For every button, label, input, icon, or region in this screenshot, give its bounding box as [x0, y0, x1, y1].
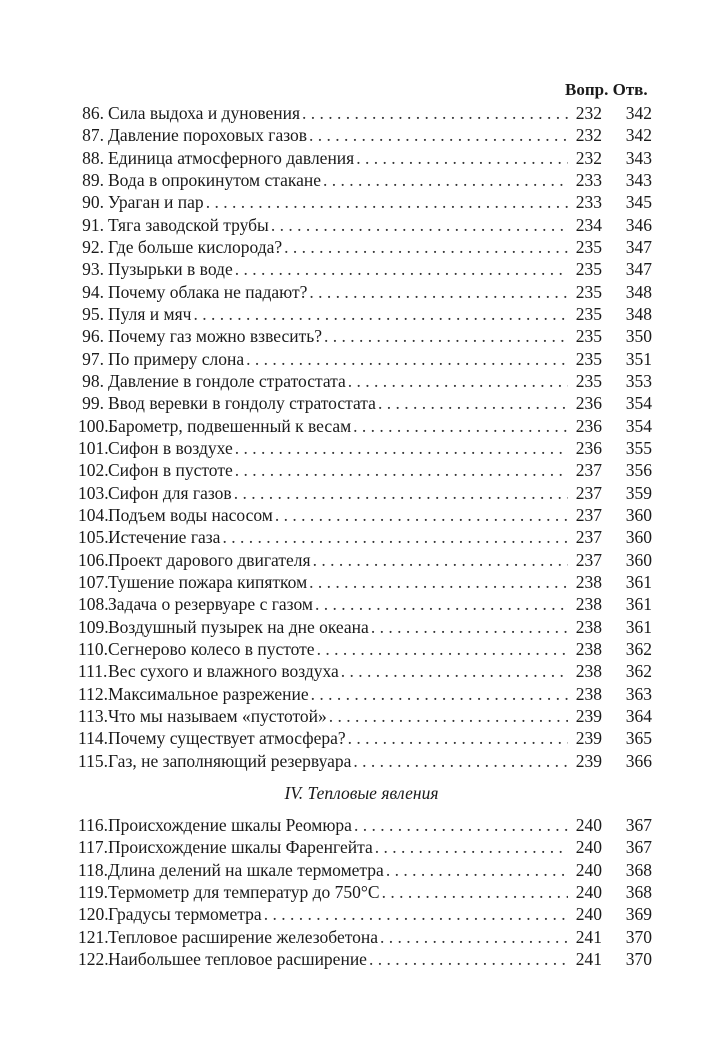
entry-title: Градусы термометра: [108, 904, 262, 925]
entry-number: 121.: [78, 926, 109, 947]
question-page: 235: [575, 259, 602, 280]
entry-title: Барометр, подвешенный к весам: [108, 415, 352, 436]
dot-leader: [311, 683, 568, 705]
answer-page: 343: [625, 169, 652, 190]
entry-number: 112.: [78, 683, 108, 704]
question-page: 235: [575, 303, 602, 324]
dot-leader: [369, 948, 568, 970]
question-page: 235: [575, 281, 602, 302]
answer-page: 350: [625, 326, 652, 347]
answer-page: 360: [625, 527, 652, 548]
column-headers: [565, 80, 655, 100]
answer-page: 367: [625, 815, 652, 835]
question-page: 237: [575, 482, 602, 503]
answer-page: 363: [625, 683, 652, 704]
entry-title: Происхождение шкалы Фаренгейта: [108, 837, 373, 858]
answer-page: 360: [625, 549, 652, 570]
toc-entry: [78, 482, 652, 504]
entry-title: Сифон в воздухе: [108, 437, 233, 458]
question-page: 233: [575, 192, 602, 213]
dot-leader: [341, 660, 568, 682]
toc-entry: [78, 638, 652, 660]
answer-page: 343: [625, 147, 652, 168]
answer-page: 359: [625, 482, 652, 503]
entry-title: Происхождение шкалы Реомюра: [108, 815, 352, 835]
entry-title: Давление в гондоле стратостата: [108, 370, 346, 391]
entry-number: 89.: [82, 169, 104, 190]
entry-title: По примеру слона: [108, 348, 245, 369]
entry-title: Газ, не заполняющий резервуара: [108, 750, 352, 771]
question-page: 236: [575, 393, 602, 414]
toc-entry: [78, 926, 652, 948]
dot-leader: [264, 903, 568, 925]
entry-number: 120.: [78, 904, 109, 925]
dot-leader: [317, 638, 568, 660]
entry-title: Истечение газа: [108, 527, 221, 548]
toc-entry: [78, 683, 652, 705]
entry-number: 119.: [78, 881, 108, 902]
toc-entry: [78, 571, 652, 593]
toc-entry: [78, 236, 652, 258]
question-page: 239: [575, 705, 602, 726]
entry-title: Что мы называем «пустотой»: [108, 705, 327, 726]
entry-number: 108.: [78, 594, 109, 615]
dot-leader: [315, 593, 568, 615]
entry-title: Проект дарового двигателя: [108, 549, 311, 570]
toc-entry: [78, 124, 652, 146]
entry-title: Ураган и пар: [108, 192, 204, 213]
entry-title: Сила выдоха и дуновения: [108, 103, 301, 123]
entry-number: 106.: [78, 549, 109, 570]
answer-page: 346: [625, 214, 652, 235]
toc-entry: [78, 370, 652, 392]
entry-number: 104.: [78, 504, 109, 525]
entry-number: 117.: [78, 837, 108, 858]
dot-leader: [302, 102, 568, 124]
entry-number: 116.: [78, 815, 108, 835]
question-page: 238: [575, 638, 602, 659]
question-page: 237: [575, 460, 602, 481]
entry-number: 103.: [78, 482, 109, 503]
entry-number: 92.: [82, 236, 104, 257]
entry-number: 113.: [78, 705, 108, 726]
entry-title: Сифон в пустоте: [108, 460, 233, 481]
entry-title: Вес сухого и влажного воздуха: [108, 661, 339, 682]
entry-number: 111.: [78, 661, 108, 682]
entry-number: 98.: [82, 370, 104, 391]
question-page: 233: [575, 169, 602, 190]
question-page: 237: [575, 527, 602, 548]
dot-leader: [353, 750, 568, 772]
entry-title: Пузырьки в воде: [108, 259, 233, 280]
toc-entry: [78, 281, 652, 303]
question-page: 236: [575, 415, 602, 436]
toc-entry: [78, 169, 652, 191]
answer-page: 368: [625, 859, 652, 880]
answer-page: 356: [625, 460, 652, 481]
entry-number: 100.: [78, 415, 109, 436]
dot-leader: [375, 836, 568, 858]
answer-page: 368: [625, 881, 652, 902]
question-page: 239: [575, 750, 602, 771]
answer-page: 348: [625, 303, 652, 324]
dot-leader: [371, 616, 568, 638]
question-page: 241: [575, 926, 602, 947]
question-page: 235: [575, 370, 602, 391]
dot-leader: [313, 549, 568, 571]
entry-title: Тушение пожара кипятком: [108, 571, 308, 592]
question-page: 235: [575, 326, 602, 347]
dot-leader: [235, 437, 568, 459]
toc-entry: [78, 836, 652, 858]
toc-entry: [78, 727, 652, 749]
toc-list-section-4: [78, 814, 652, 970]
entry-number: 95.: [82, 303, 104, 324]
entry-number: 88.: [82, 147, 104, 168]
dot-leader: [235, 258, 568, 280]
entry-number: 93.: [82, 259, 104, 280]
entry-title: Давление пороховых газов: [108, 125, 308, 146]
toc-entry: [78, 859, 652, 881]
toc-entry: [78, 814, 652, 836]
answer-page: 354: [625, 415, 652, 436]
answer-page: 361: [625, 594, 652, 615]
toc-entry: [78, 881, 652, 903]
toc-entry: [78, 660, 652, 682]
entry-number: 97.: [82, 348, 104, 369]
entry-title: Сифон для газов: [108, 482, 232, 503]
question-page: 240: [575, 815, 602, 835]
answer-page: 366: [625, 750, 652, 771]
answer-page: 342: [625, 103, 652, 123]
toc-entry: [78, 102, 652, 124]
entry-number: 86.: [82, 103, 104, 123]
dot-leader: [193, 303, 568, 325]
question-page: 238: [575, 594, 602, 615]
toc-entry: [78, 459, 652, 481]
entry-number: 114.: [78, 728, 108, 749]
entry-title: Ввод веревки в гондолу стратостата: [108, 393, 376, 414]
answer-page: 361: [625, 616, 652, 637]
question-page: 234: [575, 214, 602, 235]
dot-leader: [222, 526, 568, 548]
dot-leader: [382, 881, 568, 903]
answer-page: 354: [625, 393, 652, 414]
answer-page: 360: [625, 504, 652, 525]
question-page: 240: [575, 837, 602, 858]
entry-number: 87.: [82, 125, 104, 146]
entry-number: 101.: [78, 437, 109, 458]
answer-page: 351: [625, 348, 652, 369]
answer-page: 370: [625, 926, 652, 947]
entry-number: 94.: [82, 281, 104, 302]
dot-leader: [309, 124, 568, 146]
toc-list-section-3: [78, 102, 652, 772]
question-page: 238: [575, 616, 602, 637]
dot-leader: [309, 571, 568, 593]
entry-number: 99.: [82, 393, 104, 414]
question-page: 232: [575, 125, 602, 146]
question-page: 236: [575, 437, 602, 458]
answer-page: 364: [625, 705, 652, 726]
toc-entry: [78, 325, 652, 347]
entry-number: 102.: [78, 460, 109, 481]
question-page: 238: [575, 683, 602, 704]
answer-column-header: Отв.: [612, 80, 648, 99]
dot-leader: [378, 392, 568, 414]
toc-entry: [78, 593, 652, 615]
entry-number: 105.: [78, 527, 109, 548]
dot-leader: [356, 147, 568, 169]
entry-title: Задача о резервуаре с газом: [108, 594, 313, 615]
entry-title: Длина делений на шкале термометра: [108, 859, 384, 880]
entry-title: Пуля и мяч: [108, 303, 192, 324]
dot-leader: [323, 169, 568, 191]
dot-leader: [348, 370, 568, 392]
toc-entry: [78, 526, 652, 548]
entry-title: Почему газ можно взвесить?: [108, 326, 322, 347]
entry-number: 118.: [78, 859, 108, 880]
entry-title: Наибольшее тепловое расширение: [108, 948, 367, 969]
answer-page: 365: [625, 728, 652, 749]
question-page: 237: [575, 504, 602, 525]
entry-title: Сегнерово колесо в пустоте: [108, 638, 315, 659]
question-page: 239: [575, 728, 602, 749]
toc-entry: [78, 750, 652, 772]
dot-leader: [348, 727, 568, 749]
toc-entry: [78, 348, 652, 370]
entry-number: 91.: [82, 214, 104, 235]
question-page: 238: [575, 571, 602, 592]
entry-title: Почему облака не падают?: [108, 281, 308, 302]
entry-title: Единица атмосферного давления: [108, 147, 355, 168]
toc-entry: [78, 258, 652, 280]
entry-title: Максимальное разрежение: [108, 683, 309, 704]
dot-leader: [354, 814, 568, 836]
dot-leader: [324, 325, 568, 347]
answer-page: 362: [625, 638, 652, 659]
answer-page: 347: [625, 236, 652, 257]
toc-entry: [78, 437, 652, 459]
entry-title: Термометр для температур до 750°С: [108, 881, 380, 902]
toc-entry: [78, 504, 652, 526]
toc-entry: [78, 616, 652, 638]
dot-leader: [329, 705, 568, 727]
entry-title: Тяга заводской трубы: [108, 214, 269, 235]
entry-title: Тепловое расширение железобетона: [108, 926, 379, 947]
question-page: 240: [575, 904, 602, 925]
dot-leader: [206, 191, 568, 213]
entry-number: 110.: [78, 638, 108, 659]
dot-leader: [271, 214, 568, 236]
toc-entry: [78, 191, 652, 213]
dot-leader: [235, 459, 568, 481]
entry-title: Почему существует атмосфера?: [108, 728, 346, 749]
toc-entry: [78, 948, 652, 970]
dot-leader: [234, 482, 568, 504]
question-page: 235: [575, 236, 602, 257]
dot-leader: [275, 504, 568, 526]
entry-number: 107.: [78, 571, 109, 592]
dot-leader: [353, 415, 568, 437]
section-heading: IV. Тепловые явления: [284, 783, 439, 803]
entry-title: Подъем воды насосом: [108, 504, 273, 525]
dot-leader: [246, 348, 568, 370]
entry-number: 90.: [82, 192, 104, 213]
question-page: 235: [575, 348, 602, 369]
entry-number: 109.: [78, 616, 109, 637]
dot-leader: [380, 926, 568, 948]
dot-leader: [386, 859, 568, 881]
entry-title: Воздушный пузырек на дне океана: [108, 616, 369, 637]
answer-page: 361: [625, 571, 652, 592]
answer-page: 362: [625, 661, 652, 682]
question-page: 240: [575, 881, 602, 902]
answer-page: 353: [625, 370, 652, 391]
answer-page: 348: [625, 281, 652, 302]
toc-entry: [78, 147, 652, 169]
answer-page: 347: [625, 259, 652, 280]
answer-page: 369: [625, 904, 652, 925]
toc-entry: [78, 549, 652, 571]
question-page: 240: [575, 859, 602, 880]
entry-title: Вода в опрокинутом стакане: [108, 169, 322, 190]
toc-entry: [78, 214, 652, 236]
answer-page: 345: [625, 192, 652, 213]
question-page: 232: [575, 147, 602, 168]
toc-entry: [78, 303, 652, 325]
answer-page: 342: [625, 125, 652, 146]
question-page: 232: [575, 103, 602, 123]
dot-leader: [284, 236, 568, 258]
toc-entry: [78, 415, 652, 437]
entry-number: 115.: [78, 750, 108, 771]
entry-number: 122.: [78, 948, 109, 969]
entry-number: 96.: [82, 326, 104, 347]
question-page: 238: [575, 661, 602, 682]
question-page: 241: [575, 948, 602, 969]
answer-page: 370: [625, 948, 652, 969]
toc-entry: [78, 392, 652, 414]
entry-title: Где больше кислорода?: [108, 236, 283, 257]
question-column-header: Вопр.: [565, 80, 609, 99]
question-page: 237: [575, 549, 602, 570]
answer-page: 367: [625, 837, 652, 858]
answer-page: 355: [625, 437, 652, 458]
toc-entry: [78, 903, 652, 925]
dot-leader: [309, 281, 568, 303]
toc-entry: [78, 705, 652, 727]
